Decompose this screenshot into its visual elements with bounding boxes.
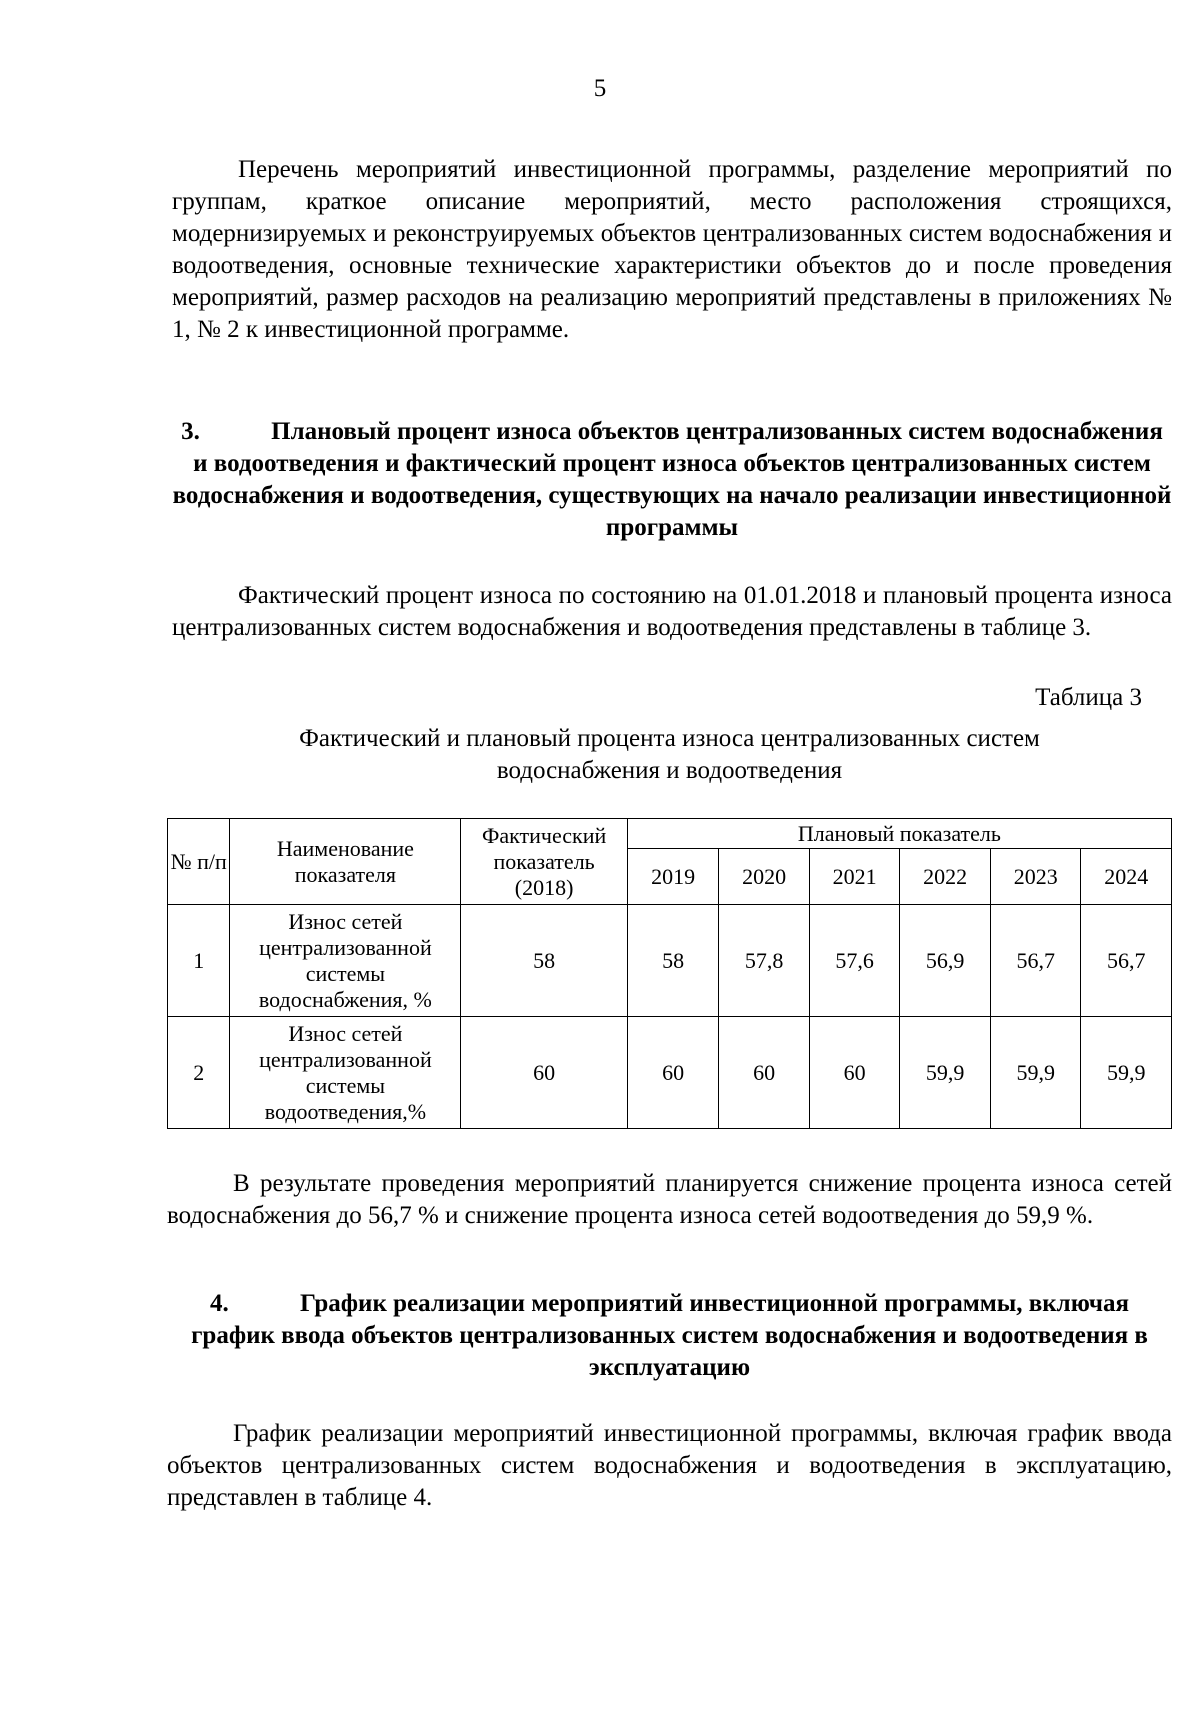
section-4-paragraph: График реализации мероприятий инвестиционной программы, включая график ввода объектов централизованных систем водоснабжения и водоотведения в эксплуатацию, представлен в таблице 4. — [167, 1420, 1172, 1511]
result-paragraph: В результате проведения мероприятий планируется снижение процента износа сетей водоснабжения до 56,7 % и снижение процента износа сетей водоотведения до 59,9 %. — [167, 1170, 1172, 1229]
header-planned: Плановый показатель — [627, 819, 1171, 849]
table-3-label: Таблица 3 — [1035, 684, 1142, 711]
header-year: 2021 — [809, 849, 900, 905]
header-year: 2024 — [1081, 849, 1172, 905]
row-planned-value: 60 — [627, 1017, 719, 1129]
row-actual: 58 — [461, 905, 627, 1017]
section-3-number: 3. — [181, 418, 200, 445]
row-planned-value: 56,7 — [1081, 905, 1172, 1017]
section-4-title: График реализации мероприятий инвестиционной программы, включая график ввода объектов централизованных систем водоснабжения и водоотведения в эксплуатацию — [191, 1290, 1148, 1381]
header-year: 2019 — [627, 849, 719, 905]
section-3-title: Плановый процент износа объектов централизованных систем водоснабжения и водоотведения и фактический процент износа объектов централизованных систем водоснабжения и водоотведения, существующих на начало реализации инвестиционной программы — [172, 418, 1172, 541]
section-3-paragraph: Фактический процент износа по состоянию на 01.01.2018 и плановый процента износа централизованных систем водоснабжения и водоотведения представлены в таблице 3. — [172, 582, 1172, 641]
section-4-number: 4. — [210, 1290, 229, 1317]
row-num: 1 — [168, 905, 230, 1017]
header-num: № п/п — [168, 819, 230, 905]
header-actual: Фактический показатель (2018) — [461, 819, 627, 905]
row-actual: 60 — [461, 1017, 627, 1129]
row-planned-value: 59,9 — [900, 1017, 991, 1129]
row-planned-value: 60 — [719, 1017, 810, 1129]
row-planned-value: 58 — [627, 905, 719, 1017]
header-year: 2023 — [990, 849, 1081, 905]
intro-paragraph: Перечень мероприятий инвестиционной программы, разделение мероприятий по группам, краткое описание мероприятий, место расположения строящихся, модернизируемых и реконструируемых объектов централизованных систем водоснабжения и водоотведения, основные технические характеристики объектов до и после проведения мероприятий, размер расходов на реализацию мероприятий представлены в приложениях № 1, № 2 к инвестиционной программе. — [172, 156, 1172, 343]
table-row — [168, 905, 1172, 1017]
table-row — [168, 1017, 1172, 1129]
table-3 — [167, 818, 1172, 1129]
row-planned-value: 60 — [809, 1017, 900, 1129]
row-planned-value: 57,8 — [719, 905, 810, 1017]
page-number: 5 — [593, 75, 607, 102]
header-name: Наименование показателя — [230, 819, 461, 905]
section-4-heading — [167, 1288, 1172, 1384]
table-3-caption: Фактический и плановый процента износа централизованных систем водоснабжения и водоотведения — [299, 725, 1040, 784]
row-planned-value: 56,7 — [990, 905, 1081, 1017]
section-3-heading — [172, 416, 1172, 544]
row-planned-value: 59,9 — [990, 1017, 1081, 1129]
row-name: Износ сетей централизованной системы водоотведения,% — [230, 1017, 461, 1129]
row-planned-value: 56,9 — [900, 905, 991, 1017]
row-planned-value: 59,9 — [1081, 1017, 1172, 1129]
row-planned-value: 57,6 — [809, 905, 900, 1017]
header-year: 2022 — [900, 849, 991, 905]
row-name: Износ сетей централизованной системы водоснабжения, % — [230, 905, 461, 1017]
row-num: 2 — [168, 1017, 230, 1129]
header-year: 2020 — [719, 849, 810, 905]
